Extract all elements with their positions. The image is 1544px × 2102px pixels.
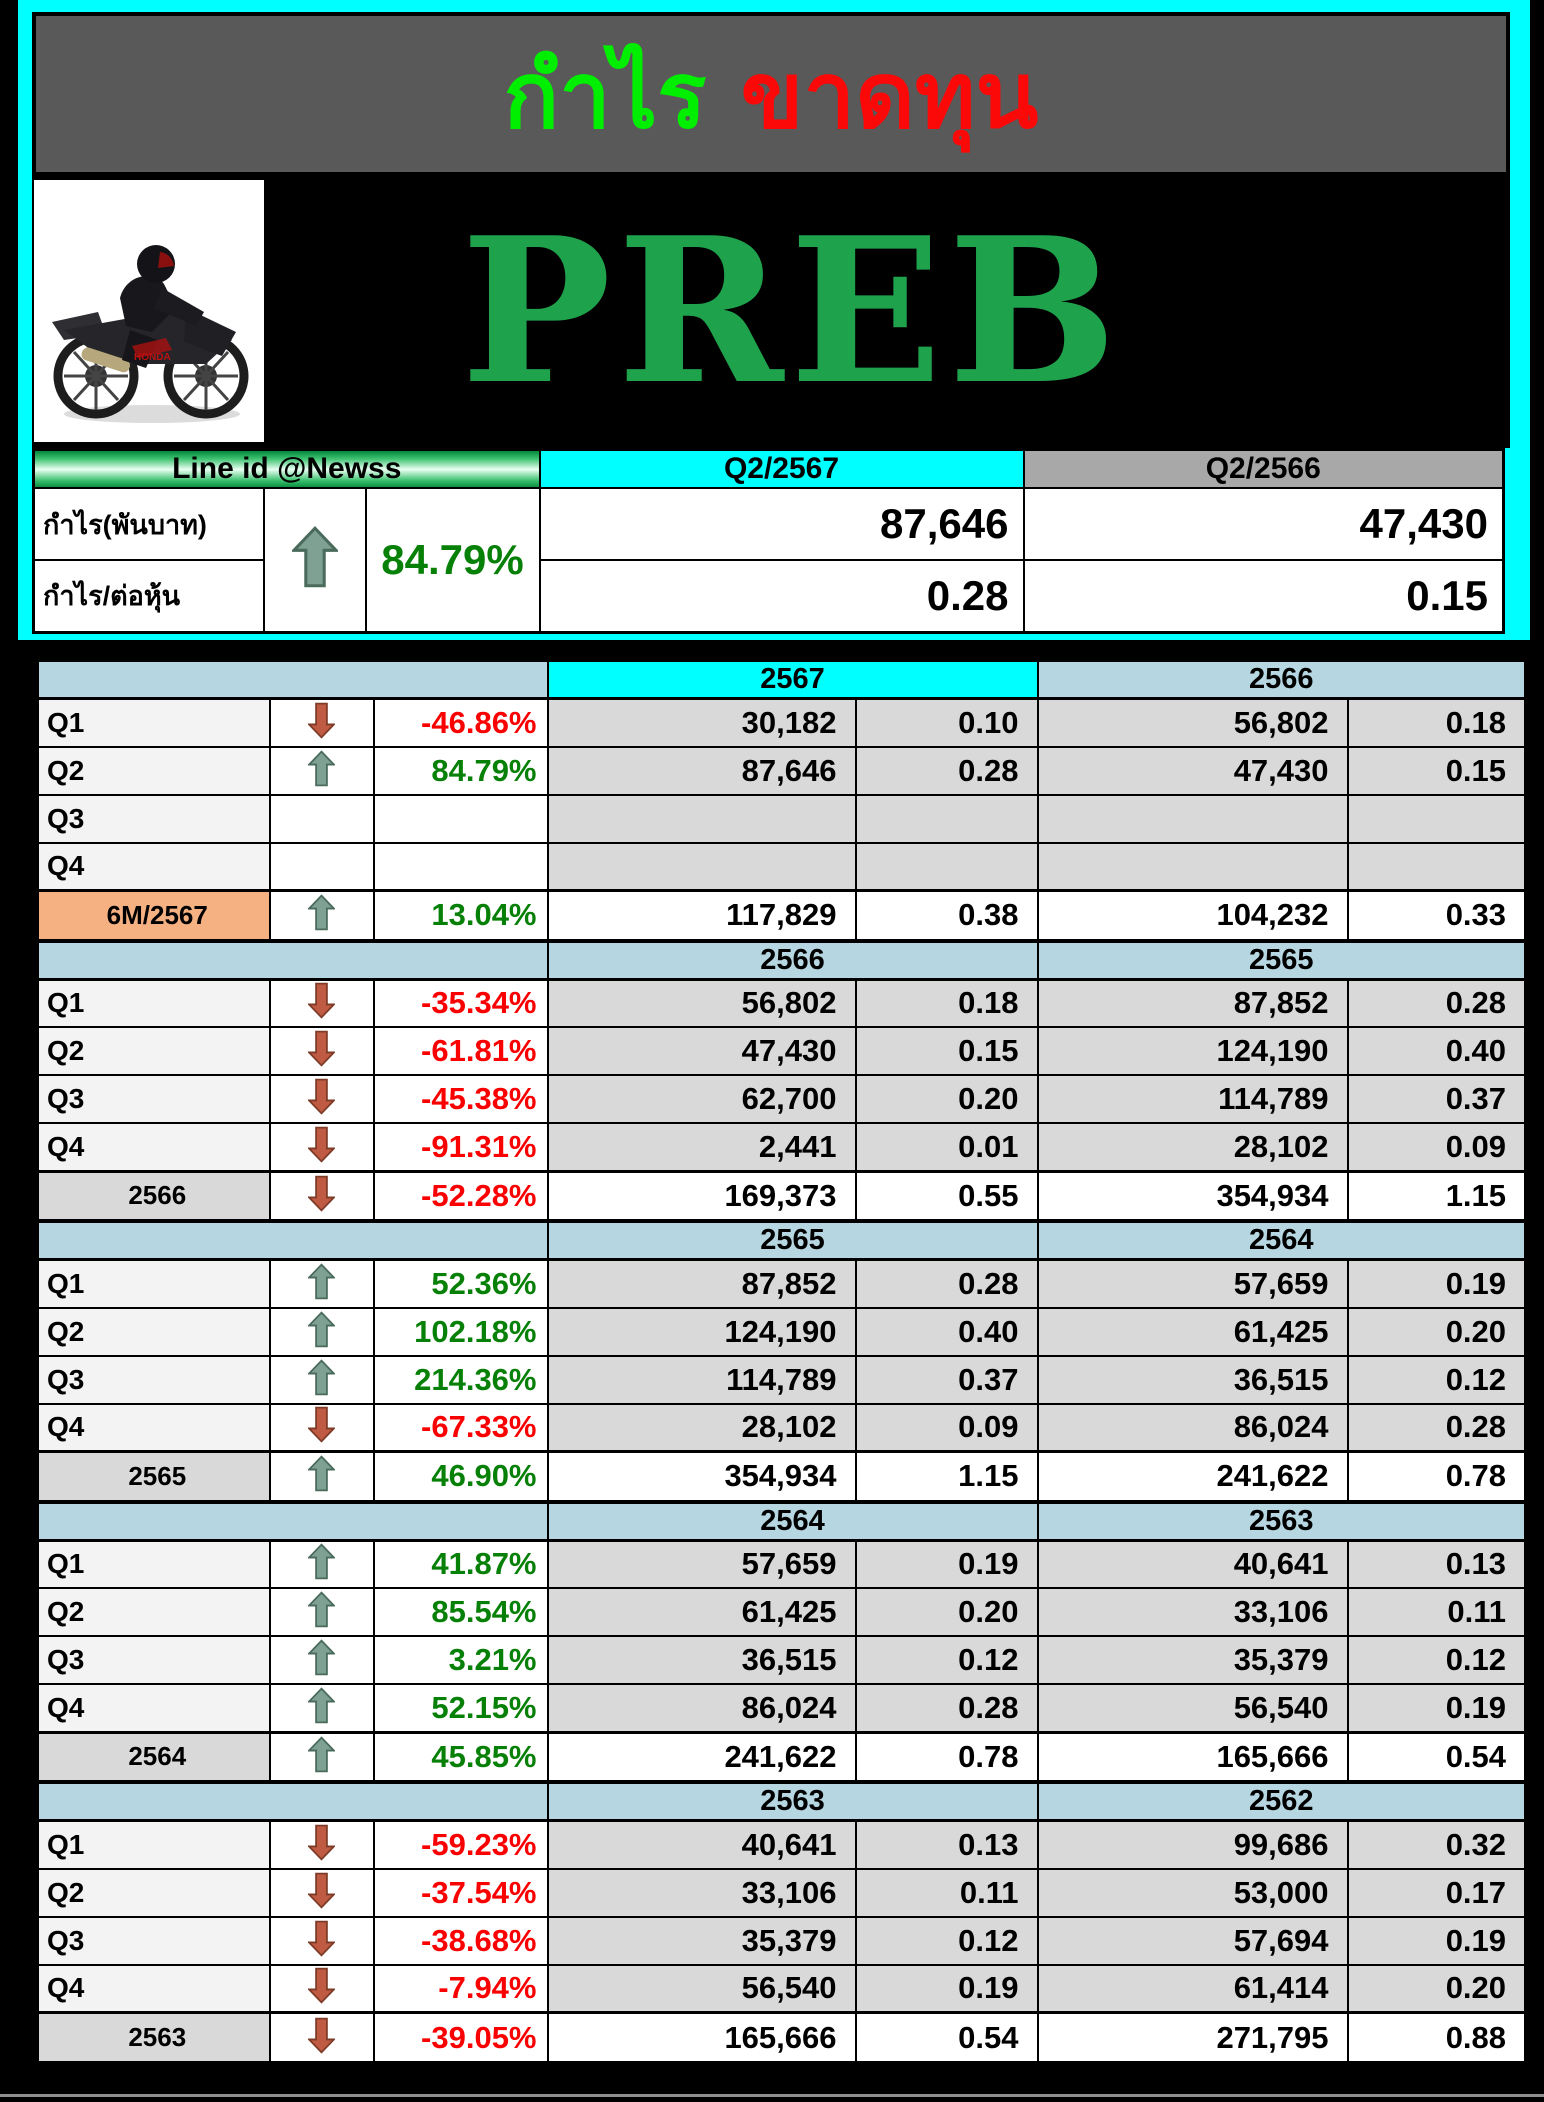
profit-left-cell: 62,700 bbox=[548, 1075, 856, 1123]
eps-right-cell: 0.13 bbox=[1348, 1540, 1526, 1588]
table-row bbox=[38, 1821, 1526, 1869]
percent-cell: -35.34% bbox=[374, 979, 548, 1027]
period-cell: Q4 bbox=[38, 843, 270, 891]
percent-cell: 45.85% bbox=[374, 1732, 548, 1782]
down-arrow-icon bbox=[308, 1030, 335, 1067]
down-arrow-icon bbox=[308, 1920, 335, 1957]
trend-arrow-cell bbox=[270, 795, 374, 843]
period-cell: 6M/2567 bbox=[38, 891, 270, 941]
profit-right-cell: 114,789 bbox=[1038, 1075, 1348, 1123]
detail-table bbox=[36, 658, 1527, 2064]
percent-cell: -59.23% bbox=[374, 1821, 548, 1869]
down-arrow-icon bbox=[308, 1406, 335, 1443]
trend-arrow-cell bbox=[270, 1452, 374, 1502]
eps-left-cell: 0.38 bbox=[856, 891, 1038, 941]
profit-right-cell: 57,659 bbox=[1038, 1260, 1348, 1308]
up-arrow-icon bbox=[308, 1455, 335, 1492]
summary-trend-cell bbox=[264, 488, 366, 632]
trend-arrow-cell bbox=[270, 1027, 374, 1075]
period-cell: Q1 bbox=[38, 1821, 270, 1869]
eps-left-cell: 0.15 bbox=[856, 1027, 1038, 1075]
period-cell: Q2 bbox=[38, 1027, 270, 1075]
profit-right-cell: 33,106 bbox=[1038, 1588, 1348, 1636]
eps-right-cell: 0.28 bbox=[1348, 979, 1526, 1027]
up-arrow-icon bbox=[308, 1263, 335, 1300]
period-cell: 2564 bbox=[38, 1732, 270, 1782]
eps-left-cell: 0.13 bbox=[856, 1821, 1038, 1869]
eps-right-cell: 0.78 bbox=[1348, 1452, 1526, 1502]
table-row bbox=[38, 1404, 1526, 1452]
prior-period-header: Q2/2566 bbox=[1024, 450, 1504, 489]
percent-cell: -67.33% bbox=[374, 1404, 548, 1452]
profit-right-cell bbox=[1038, 843, 1348, 891]
period-cell: Q2 bbox=[38, 1308, 270, 1356]
down-arrow-icon bbox=[308, 1078, 335, 1115]
profit-left-cell: 28,102 bbox=[548, 1404, 856, 1452]
trend-arrow-cell bbox=[270, 1869, 374, 1917]
period-cell: Q1 bbox=[38, 1540, 270, 1588]
profit-left-cell: 354,934 bbox=[548, 1452, 856, 1502]
percent-cell: 52.15% bbox=[374, 1684, 548, 1732]
down-arrow-icon bbox=[308, 2017, 335, 2054]
profit-right-cell: 61,425 bbox=[1038, 1308, 1348, 1356]
section-header-row bbox=[38, 1502, 1526, 1541]
eps-left-cell: 0.12 bbox=[856, 1917, 1038, 1965]
profit-left-cell: 165,666 bbox=[548, 2013, 856, 2063]
section-header-spacer bbox=[38, 1782, 548, 1821]
banner-area bbox=[32, 176, 1510, 448]
year-right-header: 2565 bbox=[1038, 941, 1526, 980]
period-cell: Q4 bbox=[38, 1123, 270, 1171]
profit-right-cell: 56,540 bbox=[1038, 1684, 1348, 1732]
down-arrow-icon bbox=[308, 1126, 335, 1163]
eps-right-cell: 0.32 bbox=[1348, 1821, 1526, 1869]
eps-left-cell: 0.09 bbox=[856, 1404, 1038, 1452]
profit-right-cell: 36,515 bbox=[1038, 1356, 1348, 1404]
profit-left-cell: 2,441 bbox=[548, 1123, 856, 1171]
eps-right-cell: 0.18 bbox=[1348, 699, 1526, 747]
up-arrow-icon bbox=[308, 894, 335, 931]
table-row bbox=[38, 1260, 1526, 1308]
year-left-header: 2563 bbox=[548, 1782, 1038, 1821]
top-panel bbox=[18, 0, 1530, 640]
section-header-row bbox=[38, 1221, 1526, 1260]
profit-left-cell: 86,024 bbox=[548, 1684, 856, 1732]
table-row bbox=[38, 1869, 1526, 1917]
profit-right-cell: 56,802 bbox=[1038, 699, 1348, 747]
trend-arrow-cell bbox=[270, 1732, 374, 1782]
up-arrow-icon bbox=[308, 1687, 335, 1724]
profit-left-cell: 36,515 bbox=[548, 1636, 856, 1684]
trend-arrow-cell bbox=[270, 1965, 374, 2013]
profit-right-cell: 87,852 bbox=[1038, 979, 1348, 1027]
profit-right-cell: 35,379 bbox=[1038, 1636, 1348, 1684]
table-row bbox=[38, 1075, 1526, 1123]
eps-right-cell: 0.37 bbox=[1348, 1075, 1526, 1123]
trend-arrow-cell bbox=[270, 747, 374, 795]
section-header-spacer bbox=[38, 1502, 548, 1541]
eps-left-cell bbox=[856, 843, 1038, 891]
year-right-header: 2566 bbox=[1038, 660, 1526, 699]
table-row bbox=[38, 1171, 1526, 1221]
summary-table bbox=[32, 448, 1505, 634]
profit-left-cell: 35,379 bbox=[548, 1917, 856, 1965]
table-row bbox=[38, 1308, 1526, 1356]
trend-arrow-cell bbox=[270, 979, 374, 1027]
period-cell: Q4 bbox=[38, 1965, 270, 2013]
section-header-spacer bbox=[38, 660, 548, 699]
table-row bbox=[38, 891, 1526, 941]
percent-cell: 46.90% bbox=[374, 1452, 548, 1502]
eps-right-cell: 0.12 bbox=[1348, 1636, 1526, 1684]
period-cell: Q1 bbox=[38, 1260, 270, 1308]
eps-left-cell: 0.10 bbox=[856, 699, 1038, 747]
profit-left-cell: 40,641 bbox=[548, 1821, 856, 1869]
eps-right-cell: 0.88 bbox=[1348, 2013, 1526, 2063]
profit-right-cell: 354,934 bbox=[1038, 1171, 1348, 1221]
down-arrow-icon bbox=[308, 982, 335, 1019]
eps-left-cell: 0.28 bbox=[856, 1260, 1038, 1308]
section-header-row bbox=[38, 1782, 1526, 1821]
year-left-header: 2567 bbox=[548, 660, 1038, 699]
profit-right-cell: 57,694 bbox=[1038, 1917, 1348, 1965]
up-arrow-icon bbox=[308, 1591, 335, 1628]
title-loss-word: ขาดทุน bbox=[740, 44, 1039, 147]
profit-left-cell: 30,182 bbox=[548, 699, 856, 747]
trend-arrow-cell bbox=[270, 1821, 374, 1869]
profit-left-cell: 57,659 bbox=[548, 1540, 856, 1588]
up-arrow-icon bbox=[308, 1543, 335, 1580]
profit-left-cell: 114,789 bbox=[548, 1356, 856, 1404]
down-arrow-icon bbox=[308, 1175, 335, 1212]
profit-right-cell: 271,795 bbox=[1038, 2013, 1348, 2063]
percent-cell: -7.94% bbox=[374, 1965, 548, 2013]
profit-right-cell: 99,686 bbox=[1038, 1821, 1348, 1869]
table-row bbox=[38, 843, 1526, 891]
period-cell: 2563 bbox=[38, 2013, 270, 2063]
percent-cell: 13.04% bbox=[374, 891, 548, 941]
table-row bbox=[38, 1684, 1526, 1732]
profit-left-cell: 124,190 bbox=[548, 1308, 856, 1356]
percent-cell: -38.68% bbox=[374, 1917, 548, 1965]
profit-left-cell: 61,425 bbox=[548, 1588, 856, 1636]
period-cell: Q3 bbox=[38, 1356, 270, 1404]
profit-right-cell: 165,666 bbox=[1038, 1732, 1348, 1782]
year-left-header: 2566 bbox=[548, 941, 1038, 980]
trend-arrow-cell bbox=[270, 1404, 374, 1452]
period-cell: 2565 bbox=[38, 1452, 270, 1502]
percent-cell: 102.18% bbox=[374, 1308, 548, 1356]
year-left-header: 2565 bbox=[548, 1221, 1038, 1260]
table-row bbox=[38, 795, 1526, 843]
up-arrow-icon bbox=[308, 1359, 335, 1396]
period-cell: Q4 bbox=[38, 1404, 270, 1452]
eps-right-cell: 0.17 bbox=[1348, 1869, 1526, 1917]
period-cell: Q1 bbox=[38, 979, 270, 1027]
motorcycle-rider-drawing bbox=[34, 180, 264, 442]
eps-left-cell: 0.11 bbox=[856, 1869, 1038, 1917]
trend-arrow-cell bbox=[270, 843, 374, 891]
eps-right-cell: 1.15 bbox=[1348, 1171, 1526, 1221]
eps-left-cell: 0.18 bbox=[856, 979, 1038, 1027]
profit-right-cell: 124,190 bbox=[1038, 1027, 1348, 1075]
eps-right-cell: 0.12 bbox=[1348, 1356, 1526, 1404]
period-cell: Q3 bbox=[38, 1075, 270, 1123]
table-row bbox=[38, 1917, 1526, 1965]
profit-right-cell: 104,232 bbox=[1038, 891, 1348, 941]
up-arrow-icon bbox=[308, 750, 335, 787]
title-profit-word: กำไร bbox=[503, 44, 707, 147]
eps-right-cell bbox=[1348, 795, 1526, 843]
table-row bbox=[38, 1452, 1526, 1502]
section-header-row bbox=[38, 941, 1526, 980]
percent-cell: -37.54% bbox=[374, 1869, 548, 1917]
year-right-header: 2562 bbox=[1038, 1782, 1526, 1821]
profit-left-cell: 117,829 bbox=[548, 891, 856, 941]
profit-right-cell: 53,000 bbox=[1038, 1869, 1348, 1917]
table-row bbox=[38, 1588, 1526, 1636]
table-row bbox=[38, 1732, 1526, 1782]
motorcycle-brand-text: HONDA bbox=[134, 352, 171, 363]
eps-right-cell bbox=[1348, 843, 1526, 891]
profit-left-cell: 56,540 bbox=[548, 1965, 856, 2013]
trend-arrow-cell bbox=[270, 1260, 374, 1308]
down-arrow-icon bbox=[308, 1824, 335, 1861]
table-row bbox=[38, 1636, 1526, 1684]
period-cell: Q3 bbox=[38, 1917, 270, 1965]
eps-left-cell: 0.78 bbox=[856, 1732, 1038, 1782]
section-header-row bbox=[38, 660, 1526, 699]
trend-arrow-cell bbox=[270, 1684, 374, 1732]
table-row bbox=[38, 1356, 1526, 1404]
percent-cell: 214.36% bbox=[374, 1356, 548, 1404]
eps-right-cell: 0.33 bbox=[1348, 891, 1526, 941]
current-profit-value: 87,646 bbox=[540, 488, 1024, 560]
profit-left-cell: 56,802 bbox=[548, 979, 856, 1027]
eps-left-cell: 0.40 bbox=[856, 1308, 1038, 1356]
percent-cell: -46.86% bbox=[374, 699, 548, 747]
percent-cell: -61.81% bbox=[374, 1027, 548, 1075]
trend-arrow-cell bbox=[270, 1917, 374, 1965]
eps-right-cell: 0.54 bbox=[1348, 1732, 1526, 1782]
profit-left-cell: 169,373 bbox=[548, 1171, 856, 1221]
up-arrow-icon bbox=[308, 1736, 335, 1773]
profit-right-cell: 40,641 bbox=[1038, 1540, 1348, 1588]
bottom-divider bbox=[0, 2094, 1544, 2097]
profit-right-cell: 61,414 bbox=[1038, 1965, 1348, 2013]
trend-arrow-cell bbox=[270, 1540, 374, 1588]
section-header-spacer bbox=[38, 1221, 548, 1260]
period-cell: Q3 bbox=[38, 1636, 270, 1684]
summary-profit-row bbox=[34, 488, 1504, 560]
eps-right-cell: 0.28 bbox=[1348, 1404, 1526, 1452]
eps-right-cell: 0.20 bbox=[1348, 1965, 1526, 2013]
profit-left-cell bbox=[548, 843, 856, 891]
percent-cell: 85.54% bbox=[374, 1588, 548, 1636]
profit-right-cell: 47,430 bbox=[1038, 747, 1348, 795]
trend-arrow-cell bbox=[270, 1588, 374, 1636]
line-id-badge: Line id @Newss bbox=[34, 450, 540, 489]
down-arrow-icon bbox=[308, 1967, 335, 2004]
profit-right-cell bbox=[1038, 795, 1348, 843]
eps-right-cell: 0.15 bbox=[1348, 747, 1526, 795]
eps-left-cell: 0.37 bbox=[856, 1356, 1038, 1404]
period-cell: Q3 bbox=[38, 795, 270, 843]
percent-cell: -39.05% bbox=[374, 2013, 548, 2063]
period-cell: Q2 bbox=[38, 747, 270, 795]
percent-cell: 3.21% bbox=[374, 1636, 548, 1684]
profit-left-cell: 87,852 bbox=[548, 1260, 856, 1308]
year-left-header: 2564 bbox=[548, 1502, 1038, 1541]
eps-left-cell: 0.28 bbox=[856, 747, 1038, 795]
table-row bbox=[38, 1027, 1526, 1075]
percent-cell: -91.31% bbox=[374, 1123, 548, 1171]
trend-arrow-cell bbox=[270, 1171, 374, 1221]
prior-profit-value: 47,430 bbox=[1024, 488, 1504, 560]
eps-left-cell: 0.28 bbox=[856, 1684, 1038, 1732]
eps-left-cell bbox=[856, 795, 1038, 843]
up-arrow-icon bbox=[292, 526, 338, 588]
eps-left-cell: 0.55 bbox=[856, 1171, 1038, 1221]
table-row bbox=[38, 1965, 1526, 2013]
trend-arrow-cell bbox=[270, 1308, 374, 1356]
prior-eps-value: 0.15 bbox=[1024, 560, 1504, 632]
eps-left-cell: 0.01 bbox=[856, 1123, 1038, 1171]
trend-arrow-cell bbox=[270, 2013, 374, 2063]
percent-cell: 52.36% bbox=[374, 1260, 548, 1308]
table-row bbox=[38, 1540, 1526, 1588]
eps-right-cell: 0.20 bbox=[1348, 1308, 1526, 1356]
current-period-header: Q2/2567 bbox=[540, 450, 1024, 489]
year-right-header: 2563 bbox=[1038, 1502, 1526, 1541]
up-arrow-icon bbox=[308, 1639, 335, 1676]
percent-cell bbox=[374, 795, 548, 843]
eps-right-cell: 0.19 bbox=[1348, 1917, 1526, 1965]
eps-left-cell: 0.54 bbox=[856, 2013, 1038, 2063]
up-arrow-icon bbox=[308, 1311, 335, 1348]
trend-arrow-cell bbox=[270, 891, 374, 941]
period-cell: Q1 bbox=[38, 699, 270, 747]
trend-arrow-cell bbox=[270, 1075, 374, 1123]
table-row bbox=[38, 1123, 1526, 1171]
summary-header-row bbox=[34, 450, 1504, 489]
profit-right-cell: 28,102 bbox=[1038, 1123, 1348, 1171]
profit-left-cell bbox=[548, 795, 856, 843]
eps-row-label: กำไร/ต่อหุ้น bbox=[34, 560, 264, 632]
table-row bbox=[38, 699, 1526, 747]
section-header-spacer bbox=[38, 941, 548, 980]
trend-arrow-cell bbox=[270, 1636, 374, 1684]
eps-left-cell: 0.20 bbox=[856, 1075, 1038, 1123]
eps-left-cell: 0.20 bbox=[856, 1588, 1038, 1636]
trend-arrow-cell bbox=[270, 1123, 374, 1171]
year-right-header: 2564 bbox=[1038, 1221, 1526, 1260]
summary-change-percent: 84.79% bbox=[366, 488, 540, 632]
eps-right-cell: 0.19 bbox=[1348, 1260, 1526, 1308]
stock-ticker: PREB bbox=[460, 194, 1124, 429]
trend-arrow-cell bbox=[270, 699, 374, 747]
profit-left-cell: 33,106 bbox=[548, 1869, 856, 1917]
eps-left-cell: 1.15 bbox=[856, 1452, 1038, 1502]
profit-row-label: กำไร(พันบาท) bbox=[34, 488, 264, 560]
table-row bbox=[38, 979, 1526, 1027]
trend-arrow-cell bbox=[270, 1356, 374, 1404]
profit-right-cell: 86,024 bbox=[1038, 1404, 1348, 1452]
eps-left-cell: 0.19 bbox=[856, 1540, 1038, 1588]
profit-left-cell: 87,646 bbox=[548, 747, 856, 795]
percent-cell: 41.87% bbox=[374, 1540, 548, 1588]
period-cell: Q2 bbox=[38, 1869, 270, 1917]
eps-left-cell: 0.19 bbox=[856, 1965, 1038, 2013]
eps-right-cell: 0.19 bbox=[1348, 1684, 1526, 1732]
down-arrow-icon bbox=[308, 1872, 335, 1909]
period-cell: Q4 bbox=[38, 1684, 270, 1732]
percent-cell: 84.79% bbox=[374, 747, 548, 795]
period-cell: 2566 bbox=[38, 1171, 270, 1221]
period-cell: Q2 bbox=[38, 1588, 270, 1636]
eps-right-cell: 0.40 bbox=[1348, 1027, 1526, 1075]
percent-cell: -52.28% bbox=[374, 1171, 548, 1221]
eps-right-cell: 0.11 bbox=[1348, 1588, 1526, 1636]
table-row bbox=[38, 747, 1526, 795]
percent-cell: -45.38% bbox=[374, 1075, 548, 1123]
table-row bbox=[38, 2013, 1526, 2063]
current-eps-value: 0.28 bbox=[540, 560, 1024, 632]
percent-cell bbox=[374, 843, 548, 891]
eps-right-cell: 0.09 bbox=[1348, 1123, 1526, 1171]
profit-right-cell: 241,622 bbox=[1038, 1452, 1348, 1502]
motorcycle-image bbox=[34, 180, 264, 442]
eps-left-cell: 0.12 bbox=[856, 1636, 1038, 1684]
profit-left-cell: 47,430 bbox=[548, 1027, 856, 1075]
down-arrow-icon bbox=[308, 702, 335, 739]
page-title bbox=[32, 12, 1510, 176]
profit-left-cell: 241,622 bbox=[548, 1732, 856, 1782]
summary-eps-row bbox=[34, 560, 1504, 632]
